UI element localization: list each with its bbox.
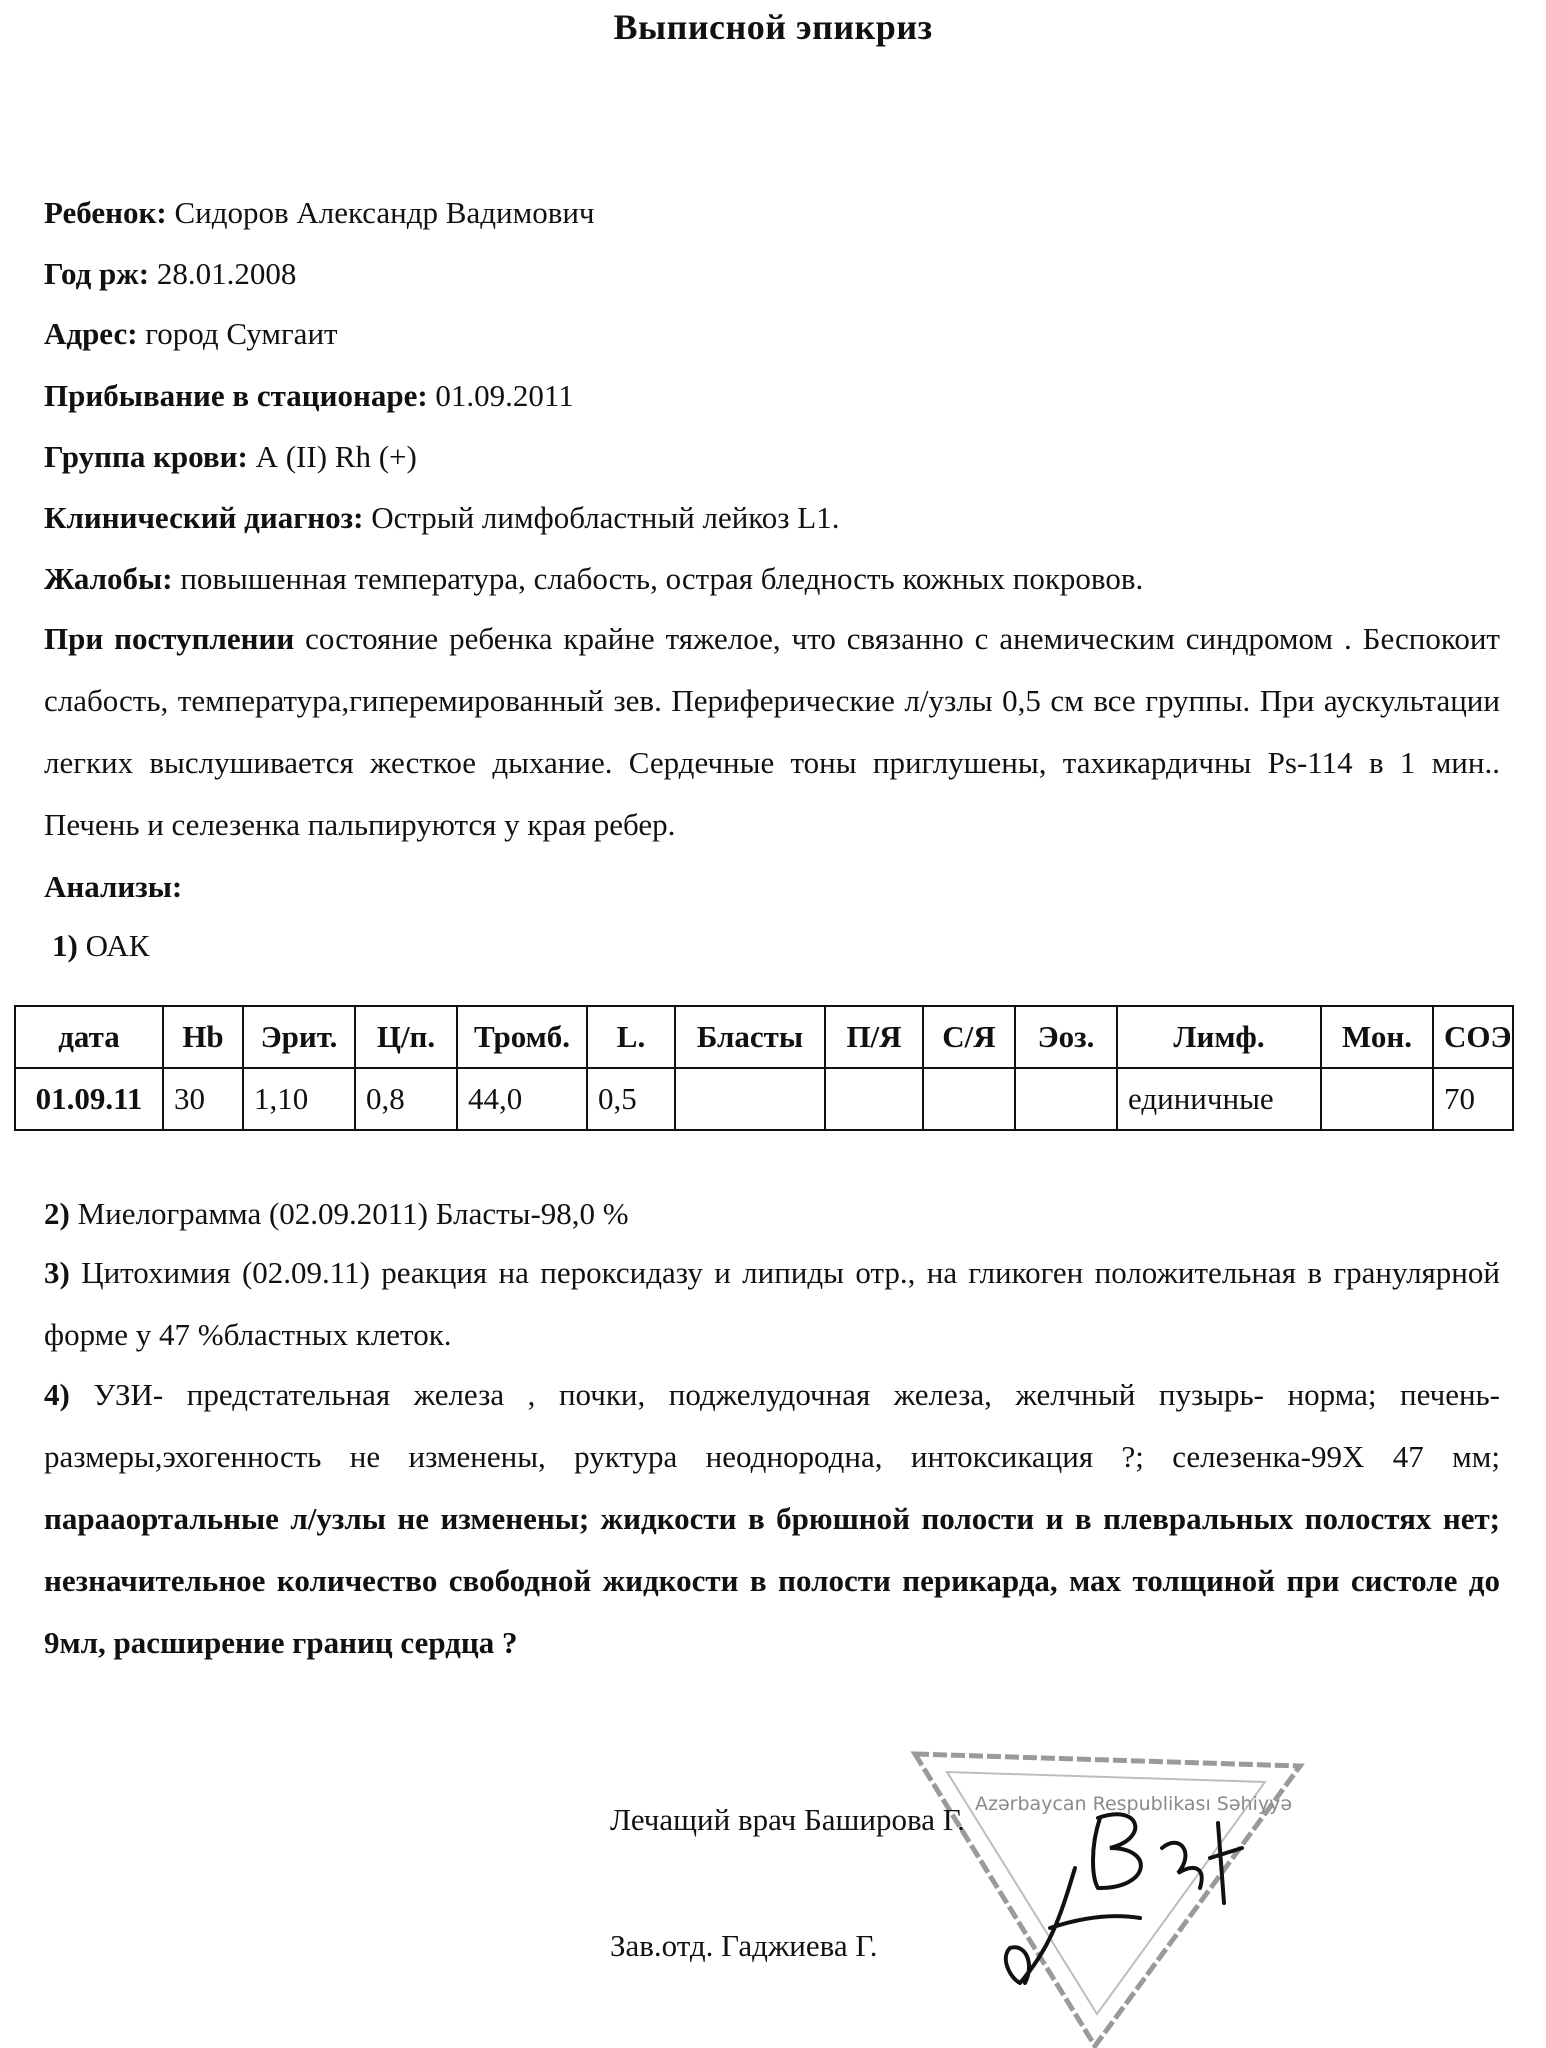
myelogram-text: Миелограмма (02.09.2011) Бласты-98,0 % bbox=[77, 1196, 629, 1231]
child-label: Ребенок: bbox=[44, 195, 167, 230]
oak-cell bbox=[675, 1068, 825, 1130]
address-label: Адрес: bbox=[44, 316, 138, 351]
diagnosis-value: Острый лимфобластный лейкоз L1. bbox=[371, 500, 840, 535]
child-row bbox=[44, 195, 595, 231]
blood-value: А (II) Rh (+) bbox=[255, 439, 417, 474]
diagnosis-row bbox=[44, 500, 839, 536]
department-head: Зав.отд. Гаджиева Г. bbox=[610, 1928, 878, 1963]
arrival-value: 01.09.2011 bbox=[435, 378, 574, 413]
blood-label: Группа крови: bbox=[44, 439, 248, 474]
oak-header-cell: Эрит. bbox=[243, 1006, 355, 1068]
oak-cell: 1,10 bbox=[243, 1068, 355, 1130]
address-row bbox=[44, 316, 338, 352]
oak-header-cell: Ц/п. bbox=[355, 1006, 457, 1068]
oak-cell bbox=[1321, 1068, 1433, 1130]
oak-data-row bbox=[15, 1068, 1513, 1130]
admission-text: состояние ребенка крайне тяжелое, что связанно с анемическим синдромом . Беспокоит слабость, температура,гиперемированный зев. Периферические л/узлы 0,5 см все группы. При аускультации легких выслушивается жесткое дыхание. Сердечные тоны приглушены, тахикардичны Ps-114 в 1 мин.. Печень и селезенка пальпируются у края ребер. bbox=[44, 621, 1500, 842]
oak-header-cell: Лимф. bbox=[1117, 1006, 1321, 1068]
myelogram-item bbox=[44, 1196, 629, 1232]
blood-row bbox=[44, 439, 417, 475]
item-number: 2) bbox=[44, 1196, 70, 1231]
oak-cell: 0,5 bbox=[587, 1068, 675, 1130]
oak-cell bbox=[923, 1068, 1015, 1130]
oak-cell: 30 bbox=[163, 1068, 243, 1130]
cytochemistry-text: Цитохимия (02.09.11) реакция на пероксидазу и липиды отр., на гликоген положительная в гранулярной форме у 47 %бластных клеток. bbox=[44, 1255, 1500, 1352]
oak-header-cell: Эоз. bbox=[1015, 1006, 1117, 1068]
oak-header-cell: СОЭ bbox=[1433, 1006, 1513, 1068]
complaints-label: Жалобы: bbox=[44, 561, 173, 596]
oak-table bbox=[14, 1005, 1514, 1131]
oak-header-cell: С/Я bbox=[923, 1006, 1015, 1068]
oak-header-cell: дата bbox=[15, 1006, 163, 1068]
oak-cell bbox=[825, 1068, 923, 1130]
attending-doctor: Лечащий врач Баширова Г. bbox=[610, 1802, 965, 1837]
oak-heading bbox=[52, 928, 150, 964]
oak-title: ОАК bbox=[85, 928, 150, 963]
dob-value: 28.01.2008 bbox=[156, 256, 297, 291]
oak-number: 1) bbox=[52, 928, 78, 963]
oak-header-cell: П/Я bbox=[825, 1006, 923, 1068]
doctor-signature bbox=[980, 1778, 1260, 2008]
oak-header-cell: L. bbox=[587, 1006, 675, 1068]
admission-paragraph bbox=[44, 608, 1500, 856]
dob-label: Год рж: bbox=[44, 256, 150, 291]
ultrasound-item bbox=[44, 1364, 1500, 1674]
oak-cell: 70 bbox=[1433, 1068, 1513, 1130]
ultrasound-text: УЗИ- предстательная железа , почки, поджелудочная железа, желчный пузырь- норма; печень-размеры,эхогенность не изменены, руктура неоднородна, интоксикация ?; селезенка-99Х 47 мм; bbox=[44, 1377, 1501, 1474]
oak-cell: 0,8 bbox=[355, 1068, 457, 1130]
oak-header-cell: Мон. bbox=[1321, 1006, 1433, 1068]
complaints-value: повышенная температура, слабость, острая бледность кожных покровов. bbox=[180, 561, 1144, 596]
oak-cell: единичные bbox=[1117, 1068, 1321, 1130]
oak-cell: 01.09.11 bbox=[15, 1068, 163, 1130]
cytochemistry-item bbox=[44, 1242, 1500, 1366]
stamp-text: Azərbaycan Respublikası Səhiyyə bbox=[975, 1793, 1293, 1815]
oak-header-cell: Бласты bbox=[675, 1006, 825, 1068]
oak-cell: 44,0 bbox=[457, 1068, 587, 1130]
diagnosis-label: Клинический диагноз: bbox=[44, 500, 364, 535]
oak-header-row bbox=[15, 1006, 1513, 1068]
oak-header-cell: Тромб. bbox=[457, 1006, 587, 1068]
complaints-row bbox=[44, 561, 1143, 597]
item-number: 3) bbox=[44, 1255, 70, 1290]
arrival-label: Прибывание в стационаре: bbox=[44, 378, 428, 413]
document-title: Выписной эпикриз bbox=[613, 7, 933, 47]
oak-cell bbox=[1015, 1068, 1117, 1130]
ultrasound-bold-text: парааортальные л/узлы не изменены; жидкости в брюшной полости и в плевральных полостях нет; незначительное количество свободной жидкости в полости перикарда, мах толщиной при систоле до 9мл, расширение границ сердца ? bbox=[44, 1501, 1500, 1660]
child-value: Сидоров Александр Вадимович bbox=[174, 195, 595, 230]
item-number: 4) bbox=[44, 1377, 70, 1412]
oak-header-cell: Hb bbox=[163, 1006, 243, 1068]
admission-label: При поступлении bbox=[44, 621, 295, 656]
dob-row bbox=[44, 256, 296, 292]
address-value: город Сумгаит bbox=[145, 316, 338, 351]
arrival-row bbox=[44, 378, 574, 414]
analyses-label: Анализы: bbox=[44, 869, 183, 904]
